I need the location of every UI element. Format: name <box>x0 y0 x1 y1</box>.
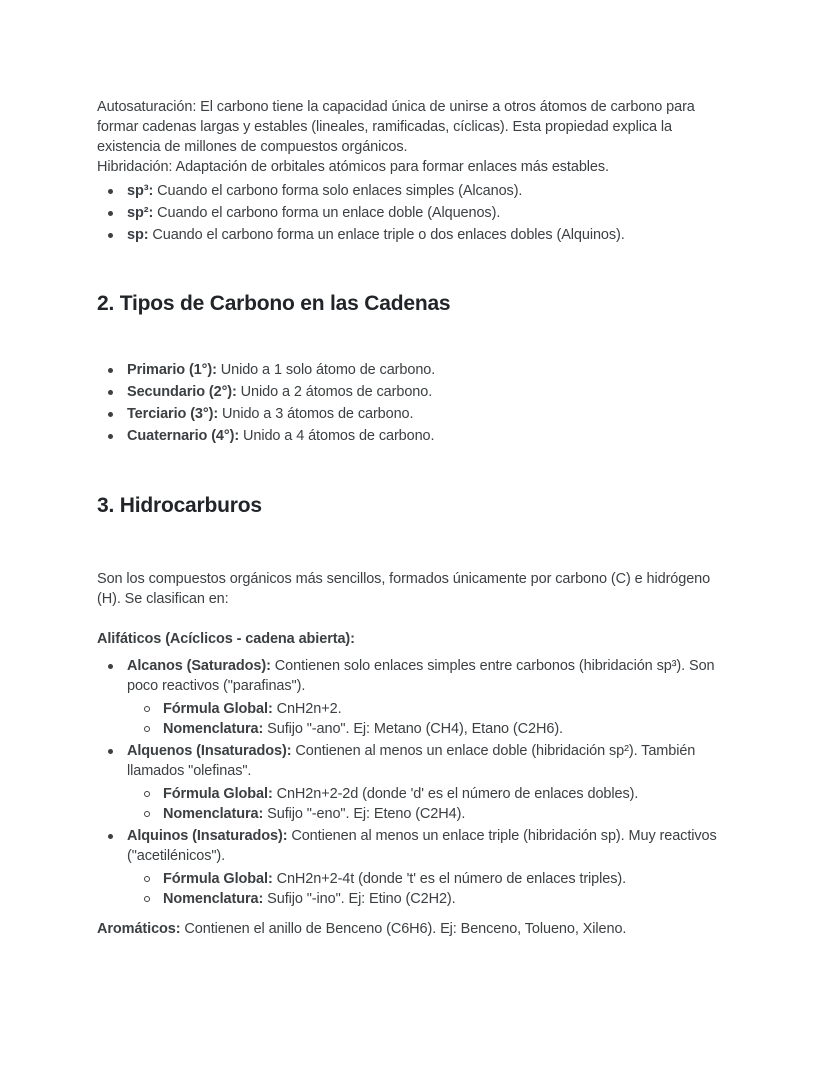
list-item-formula-global <box>127 869 737 889</box>
term-bold: sp: <box>127 227 149 243</box>
list-item-sp3 <box>97 181 737 201</box>
term-bold: Alquenos (Insaturados): <box>127 743 292 759</box>
term-bold: Primario (1°): <box>127 362 217 378</box>
term-bold: Secundario (2°): <box>127 384 237 400</box>
list-item-primario <box>97 360 737 380</box>
list-item-cuaternario <box>97 426 737 446</box>
term-bold: Nomenclatura: <box>163 806 264 822</box>
paragraph-autosaturacion: Autosaturación: El carbono tiene la capacidad única de unirse a otros átomos de carbono para formar cadenas largas y estables (lineales, ramificadas, cíclicas). Esta propiedad explica la existencia de millones de compuestos orgánicos. <box>97 99 695 155</box>
term-bold: sp²: <box>127 205 154 221</box>
list-item-alcanos <box>97 656 737 739</box>
section-heading-tipos-de-carbono: 2. Tipos de Carbono en las Cadenas <box>97 292 451 315</box>
hydrocarbon-families-list <box>97 656 737 909</box>
list-item-alquinos <box>97 826 737 909</box>
paragraph-aromaticos <box>97 919 737 939</box>
term-description: Cuando el carbono forma un enlace doble (Alquenos). <box>153 205 501 221</box>
term-description: Unido a 4 átomos de carbono. <box>239 428 435 444</box>
term-description: Contienen solo enlaces simples entre carbonos (hibridación sp³). Son poco reactivos ("parafinas"). <box>127 658 715 694</box>
paragraph-hibridacion: Hibridación: Adaptación de orbitales atómicos para formar enlaces más estables. <box>97 159 609 175</box>
term-bold: Nomenclatura: <box>163 891 264 907</box>
list-item-secundario <box>97 382 737 402</box>
term-description: Contienen al menos un enlace triple (hibridación sp). Muy reactivos ("acetilénicos"). <box>127 828 717 864</box>
list-item-sp2 <box>97 203 737 223</box>
section-heading-hidrocarburos: 3. Hidrocarburos <box>97 494 262 517</box>
subheading-alifaticos: Alifáticos (Acíclicos - cadena abierta): <box>97 631 355 647</box>
list-item-formula-global <box>127 784 737 804</box>
carbon-types-list <box>97 360 737 446</box>
list-item-nomenclatura <box>127 719 737 739</box>
term-description: CnH2n+2. <box>272 701 342 717</box>
term-description: Sufijo "-eno". Ej: Eteno (C2H4). <box>263 806 466 822</box>
hybridization-list <box>97 181 737 245</box>
list-item-sp <box>97 225 737 245</box>
term-description: Contienen el anillo de Benceno (C6H6). Ej: Benceno, Tolueno, Xileno. <box>180 921 627 937</box>
term-description: CnH2n+2-2d (donde 'd' es el número de enlaces dobles). <box>272 786 639 802</box>
list-item-terciario <box>97 404 737 424</box>
alquinos-sublist <box>127 869 737 909</box>
list-item-nomenclatura <box>127 804 737 824</box>
term-description: CnH2n+2-4t (donde 't' es el número de enlaces triples). <box>272 871 627 887</box>
list-item-nomenclatura <box>127 889 737 909</box>
alcanos-sublist <box>127 699 737 739</box>
term-bold: Terciario (3°): <box>127 406 219 422</box>
term-description: Unido a 1 solo átomo de carbono. <box>216 362 436 378</box>
paragraph-hidrocarburos-intro: Son los compuestos orgánicos más sencillos, formados únicamente por carbono (C) e hidrógeno (H). Se clasifican en: <box>97 571 711 607</box>
document-content <box>97 97 737 939</box>
term-bold: sp³: <box>127 183 154 199</box>
term-bold: Alcanos (Saturados): <box>127 658 271 674</box>
term-bold: Alquinos (Insaturados): <box>127 828 288 844</box>
term-bold: Cuaternario (4°): <box>127 428 240 444</box>
term-description: Sufijo "-ano". Ej: Metano (CH4), Etano (C2H6). <box>263 721 563 737</box>
list-item-formula-global <box>127 699 737 719</box>
term-bold: Fórmula Global: <box>163 871 273 887</box>
term-description: Sufijo "-ino". Ej: Etino (C2H2). <box>263 891 456 907</box>
term-bold: Aromáticos: <box>97 921 181 937</box>
term-description: Contienen al menos un enlace doble (hibridación sp²). También llamados "olefinas". <box>127 743 696 779</box>
term-bold: Nomenclatura: <box>163 721 264 737</box>
term-description: Cuando el carbono forma solo enlaces simples (Alcanos). <box>153 183 523 199</box>
list-item-alquenos <box>97 741 737 824</box>
term-description: Cuando el carbono forma un enlace triple o dos enlaces dobles (Alquinos). <box>148 227 625 243</box>
term-bold: Fórmula Global: <box>163 786 273 802</box>
term-description: Unido a 2 átomos de carbono. <box>236 384 433 400</box>
alquenos-sublist <box>127 784 737 824</box>
term-description: Unido a 3 átomos de carbono. <box>218 406 414 422</box>
term-bold: Fórmula Global: <box>163 701 273 717</box>
